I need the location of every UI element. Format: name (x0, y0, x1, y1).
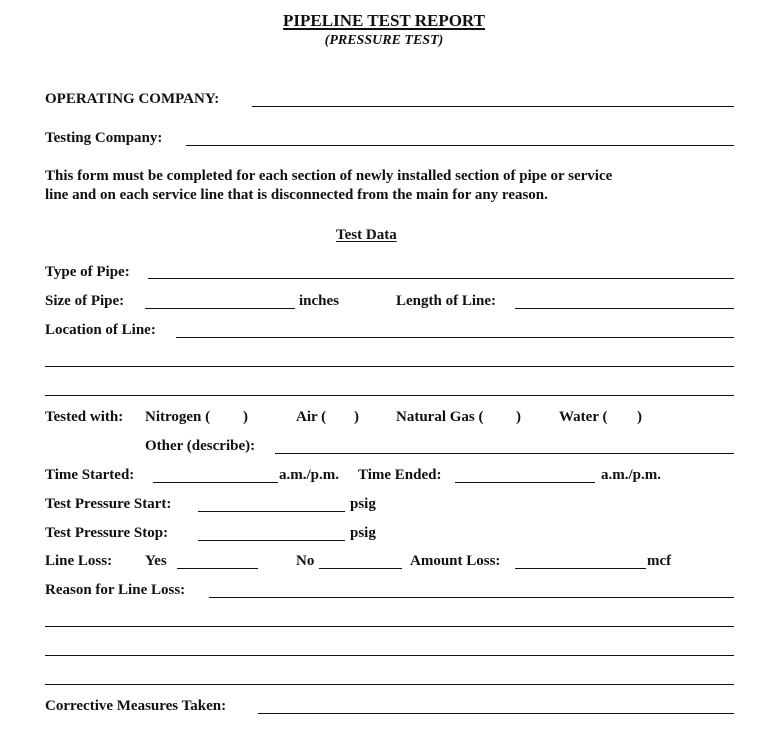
line-loss-no-label: No (296, 553, 315, 569)
reason-for-line-loss-label: Reason for Line Loss: (45, 582, 186, 598)
location-of-line-label: Location of Line: (45, 322, 156, 338)
operating-company-field[interactable] (252, 106, 734, 107)
amount-loss-field[interactable] (515, 568, 646, 569)
test-data-heading: Test Data (336, 227, 397, 243)
operating-company-label: OPERATING COMPANY: (45, 91, 220, 107)
test-pressure-stop-label: Test Pressure Stop: (45, 525, 169, 541)
time-ended-field[interactable] (455, 482, 595, 483)
testing-company-field[interactable] (186, 145, 734, 146)
reason-for-line-loss-field[interactable] (209, 597, 734, 598)
inches-unit: inches (299, 293, 340, 309)
location-of-line-field-3[interactable] (45, 395, 734, 396)
natural-gas-option[interactable]: Natural Gas ( (396, 409, 484, 425)
other-describe-field[interactable] (275, 453, 734, 454)
report-subtitle: (PRESSURE TEST) (324, 33, 444, 48)
tested-with-label: Tested with: (45, 409, 124, 425)
type-of-pipe-label: Type of Pipe: (45, 264, 130, 280)
time-started-label: Time Started: (45, 467, 135, 483)
testing-company-label: Testing Company: (45, 130, 163, 146)
time-started-field[interactable] (153, 482, 278, 483)
corrective-measures-label: Corrective Measures Taken: (45, 698, 227, 714)
air-close-paren: ) (354, 409, 359, 425)
type-of-pipe-field[interactable] (148, 278, 734, 279)
report-title (0, 10, 768, 32)
amount-loss-label: Amount Loss: (410, 553, 501, 569)
reason-for-line-loss-field-2[interactable] (45, 626, 734, 627)
test-pressure-stop-field[interactable] (198, 540, 345, 541)
length-of-line-label: Length of Line: (396, 293, 497, 309)
line-loss-yes-label: Yes (145, 553, 167, 569)
water-close-paren: ) (637, 409, 642, 425)
test-pressure-start-label: Test Pressure Start: (45, 496, 172, 512)
time-ended-label: Time Ended: (358, 467, 442, 483)
water-option[interactable]: Water ( (559, 409, 608, 425)
nitrogen-option[interactable]: Nitrogen ( (145, 409, 211, 425)
test-pressure-start-field[interactable] (198, 511, 345, 512)
reason-for-line-loss-field-4[interactable] (45, 684, 734, 685)
report-title-text: PIPELINE TEST REPORT (283, 11, 485, 30)
location-of-line-field[interactable] (176, 337, 734, 338)
instructions-line-1: This form must be completed for each section of newly installed section of pipe or service (45, 168, 613, 184)
test-pressure-stop-psig: psig (350, 525, 376, 541)
nitrogen-close-paren: ) (243, 409, 248, 425)
location-of-line-field-2[interactable] (45, 366, 734, 367)
line-loss-no-field[interactable] (319, 568, 402, 569)
size-of-pipe-label: Size of Pipe: (45, 293, 125, 309)
test-pressure-start-psig: psig (350, 496, 376, 512)
line-loss-label: Line Loss: (45, 553, 113, 569)
amount-loss-mcf: mcf (647, 553, 672, 569)
length-of-line-field[interactable] (515, 308, 734, 309)
size-of-pipe-field[interactable] (145, 308, 295, 309)
reason-for-line-loss-field-3[interactable] (45, 655, 734, 656)
time-started-am-pm: a.m./p.m. (279, 467, 339, 483)
other-describe-label: Other (describe): (145, 438, 256, 454)
air-option[interactable]: Air ( (296, 409, 327, 425)
line-loss-yes-field[interactable] (177, 568, 258, 569)
corrective-measures-field[interactable] (258, 713, 734, 714)
instructions-line-2: line and on each service line that is disconnected from the main for any reason. (45, 187, 548, 203)
time-ended-am-pm: a.m./p.m. (601, 467, 661, 483)
natural-gas-close-paren: ) (516, 409, 521, 425)
